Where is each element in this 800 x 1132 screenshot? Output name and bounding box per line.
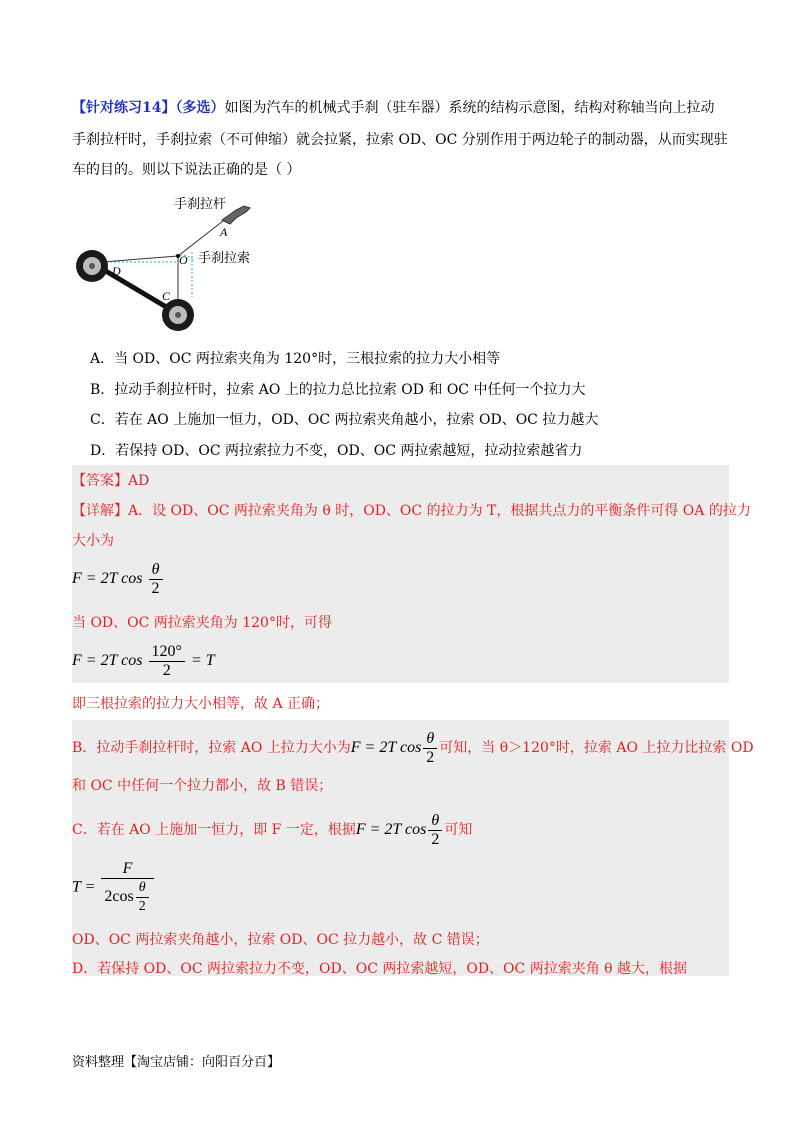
question-line-3: 车的目的。则以下说法正确的是（ ） <box>72 162 301 178</box>
handbrake-diagram <box>72 192 262 337</box>
detail-text-1: A．设 OD、OC 两拉索夹角为 θ 时，OD、OC 的拉力为 T，根据共点力的平衡条件可得 OA 的拉力 <box>128 503 751 519</box>
equation-2: F = 2T cos $\frac{120^\circ}{2}$ = T <box>72 643 215 679</box>
detail-line-B1: B．拉动手刹拉杆时，拉索 AO 上拉力大小为F = 2T cos $\frac{\theta}{2}$ 可知，当 θ＞120°时，拉索 AO 上拉力比拉索 OD <box>72 730 754 766</box>
detail-line-3: 当 OD、OC 两拉索夹角为 120°时，可得 <box>72 615 332 631</box>
question-line-2: 手刹拉杆时，手刹拉索（不可伸缩）就会拉紧，拉索 OD、OC 分别作用于两边轮子的制动器，从而实现驻 <box>72 132 728 148</box>
multi-select-tag: （多选） <box>175 100 225 116</box>
page-footer: 资料整理【淘宝店铺：向阳百分百】 <box>72 1055 281 1070</box>
wheel-right-icon <box>162 299 194 331</box>
lever-handle-icon <box>222 206 250 224</box>
answer-line <box>72 471 149 491</box>
label-C: C <box>162 289 171 303</box>
equation-1: F = 2T cos $\frac{\theta}{2}$ <box>72 561 165 598</box>
detail-line-C1: C．若在 AO 上施加一恒力，即 F 一定，根据F = 2T cos $\frac{\theta}{2}$ 可知 <box>72 812 473 848</box>
detail-line-4: 即三根拉索的拉力大小相等，故 A 正确； <box>72 696 330 712</box>
label-O: O <box>179 253 188 267</box>
option-D: D．若保持 OD、OC 两拉索拉力不变，OD、OC 两拉索越短，拉动拉索越省力 <box>90 443 583 459</box>
cable-OD <box>102 256 178 262</box>
detail-line-D1: D．若保持 OD、OC 两拉索拉力不变，OD、OC 两拉索越短，OD、OC 两拉索夹角 θ 越大，根据 <box>72 961 688 977</box>
question-tag: 【针对练习14】 <box>72 100 176 116</box>
question-text-1: 如图为汽车的机械式手刹（驻车器）系统的结构示意图，结构对称轴当向上拉动 <box>224 100 715 116</box>
detail-line-C2: OD、OC 两拉索夹角越小，拉索 OD、OC 拉力越小，故 C 错误； <box>72 932 489 948</box>
option-A: A．当 OD、OC 两拉索夹角为 120°时，三根拉索的拉力大小相等 <box>90 351 501 367</box>
option-B: B．拉动手刹拉杆时，拉索 AO 上的拉力总比拉索 OD 和 OC 中任何一个拉力大 <box>90 382 586 398</box>
detail-line-2: 大小为 <box>72 533 114 549</box>
label-lever: 手刹拉杆 <box>174 196 227 211</box>
answer-tag: 【答案】 <box>72 473 128 489</box>
answer-value: AD <box>128 473 150 489</box>
option-C: C．若在 AO 上施加一恒力，OD、OC 两拉索夹角越小，拉索 OD、OC 拉力越大 <box>90 412 599 428</box>
label-D: D <box>112 264 121 278</box>
label-A: A <box>220 225 228 239</box>
label-cable: 手刹拉索 <box>198 250 251 265</box>
equation-3: T = F 2cos $\frac{\theta}{2}$ <box>72 860 156 916</box>
wheel-left-icon <box>76 250 108 282</box>
detail-line-1 <box>72 501 751 521</box>
detail-line-B2: 和 OC 中任何一个拉力都小，故 B 错误； <box>72 778 333 794</box>
detail-tag: 【详解】 <box>72 503 128 519</box>
question-line-1 <box>72 98 714 118</box>
